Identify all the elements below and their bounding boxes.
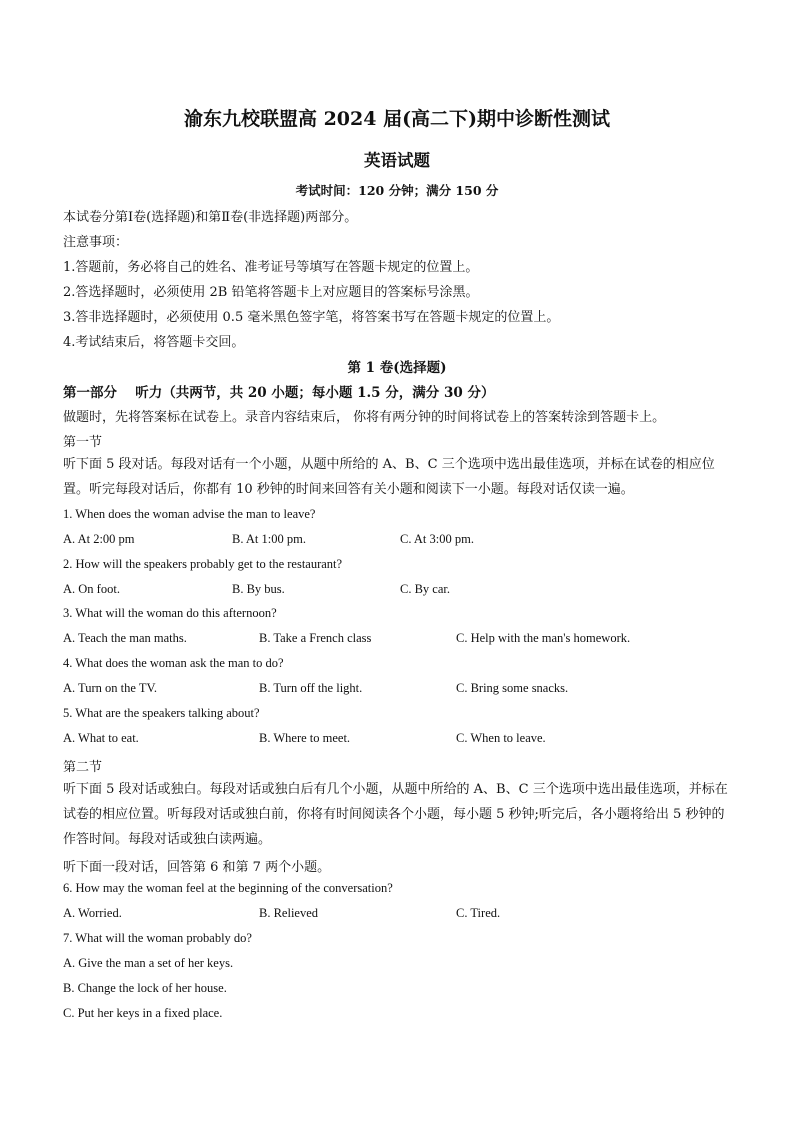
notes-title: 注意事项： xyxy=(63,235,129,250)
dialog-intro: 听下面一段对话，回答第 6 和第 7 两个小题。 xyxy=(63,860,331,875)
note-item: 4.考试结束后，将答题卡交回。 xyxy=(63,335,245,350)
option-b: B. Relieved xyxy=(259,906,319,920)
option-a: A. Worried. xyxy=(63,906,122,920)
question-2: 2. How will the speakers probably get to the restaurant? xyxy=(63,557,343,571)
section1-title: 第一节 xyxy=(63,435,103,450)
option-a: A. At 2:00 pm xyxy=(63,532,135,546)
exam-subtitle: 英语试题 xyxy=(364,151,430,170)
option-c: C. Put her keys in a fixed place. xyxy=(63,1006,223,1020)
option-b: B. Turn off the light. xyxy=(259,681,363,695)
option-b: B. By bus. xyxy=(232,582,285,596)
option-c: C. Bring some snacks. xyxy=(456,681,569,695)
paper-composition: 本试卷分第Ⅰ卷(选择题)和第Ⅱ卷(非选择题)两部分。 xyxy=(63,210,358,225)
option-a: A. What to eat. xyxy=(63,731,139,745)
note-item: 2.答选择题时，必须使用 2B 铅笔将答题卡上对应题目的答案标号涂黑。 xyxy=(63,285,479,300)
question-5: 5. What are the speakers talking about? xyxy=(63,706,260,720)
exam-title: 渝东九校联盟高 2024 届(高二下)期中诊断性测试 xyxy=(183,108,611,130)
question-7: 7. What will the woman probably do? xyxy=(63,931,252,945)
question-6: 6. How may the woman feel at the beginning of the conversation? xyxy=(63,881,393,895)
option-b: B. Take a French class xyxy=(259,631,372,645)
section2-instruction: 听下面 5 段对话或独白。每段对话或独白后有几个小题，从题中所给的 A、B、C 三个选项中选出最佳选项，并标在试卷的相应位置。听每段对话或独白前，你将有时间阅读各个小题，每小题 5 秒钟;听完后，各小题将给出 5 秒钟的作答时间。每段对话或独白读两遍。 xyxy=(63,782,728,847)
option-a: A. Teach the man maths. xyxy=(63,631,187,645)
option-c: C. Tired. xyxy=(456,906,501,920)
question-4: 4. What does the woman ask the man to do? xyxy=(63,656,284,670)
option-b: B. At 1:00 pm. xyxy=(232,532,306,546)
volume-title: 第 1 卷(选择题) xyxy=(347,360,447,376)
option-c: C. When to leave. xyxy=(456,731,546,745)
option-c: C. By car. xyxy=(400,582,450,596)
option-b: B. Where to meet. xyxy=(259,731,351,745)
section1-instruction: 听下面 5 段对话。每段对话有一个小题，从题中所给的 A、B、C 三个选项中选出最佳选项，并标在试卷的相应位置。听完每段对话后，你都有 10 秒钟的时间来回答有关小题和阅读下一小题。每段对话仅读一遍。 xyxy=(63,457,715,497)
option-a: A. Give the man a set of her keys. xyxy=(63,956,234,970)
part1-instruction: 做题时，先将答案标在试卷上。录音内容结束后， 你将有两分钟的时间将试卷上的答案转涂到答题卡上。 xyxy=(63,410,666,425)
option-b: B. Change the lock of her house. xyxy=(63,981,227,995)
option-c: C. Help with the man's homework. xyxy=(456,631,631,645)
note-item: 1.答题前，务必将自己的姓名、准考证号等填写在答题卡规定的位置上。 xyxy=(63,260,479,275)
section2-title: 第二节 xyxy=(63,760,103,775)
exam-time-info: 考试时间：120 分钟；满分 150 分 xyxy=(295,183,499,198)
question-1: 1. When does the woman advise the man to leave? xyxy=(63,507,316,521)
option-c: C. At 3:00 pm. xyxy=(400,532,474,546)
option-a: A. On foot. xyxy=(63,582,120,596)
question-3: 3. What will the woman do this afternoon? xyxy=(63,606,277,620)
option-a: A. Turn on the TV. xyxy=(63,681,158,695)
note-item: 3.答非选择题时，必须使用 0.5 毫米黑色签字笔，将答案书写在答题卡规定的位置上。 xyxy=(63,310,560,325)
part1-title: 第一部分 听力（共两节，共 20 小题；每小题 1.5 分，满分 30 分） xyxy=(63,385,495,401)
